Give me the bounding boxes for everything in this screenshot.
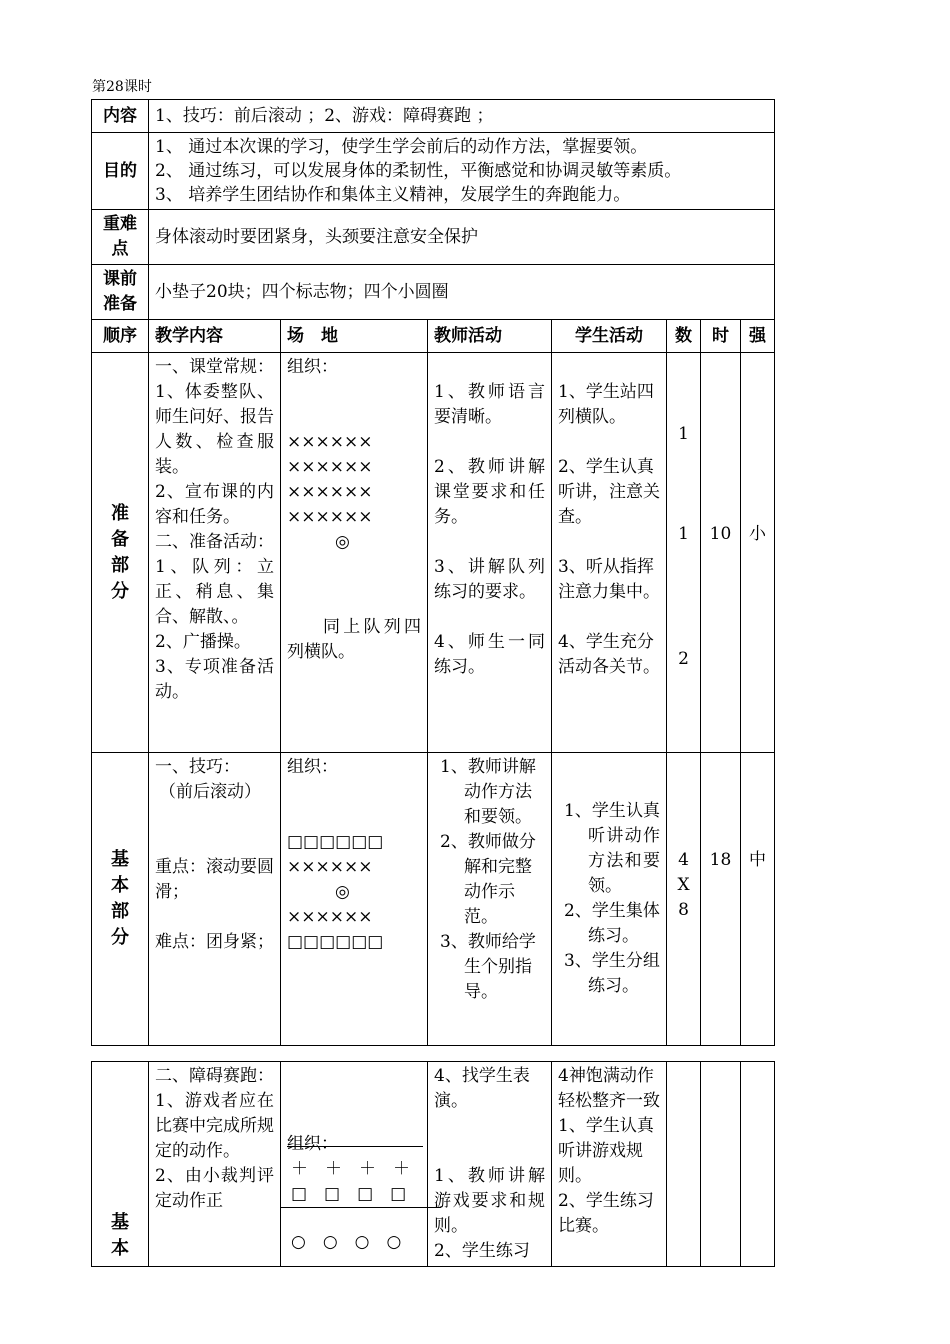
header-content: 教学内容 [149,320,281,353]
basic-student-3-text: 学生分组练习。 [588,951,660,996]
prep-field-note: 同上队列四列横队。 [287,617,421,662]
section-basic2-label [92,1062,149,1267]
basic-student-1-text: 学生认真听讲动作方法和要领。 [588,801,660,896]
prep-label: 课前准备 [92,265,149,320]
game-student-1: 4神饱满动作轻松整齐一致 [558,1066,660,1111]
game-field-row-2: □ □ □ □ [291,1184,407,1204]
prep-student [552,353,667,753]
prep-student-1: 1、学生站四列横队。 [558,382,654,427]
game-content [149,1062,281,1267]
prep-content-text: 一、课堂常规： 1、体委整队、师生问好、报告人数、检查服装。 2、宣布课的内容和任务。 二、准备活动： 1、队列：立正、稍息、集合、解散、。 2、广播操。 3、专项准备活动。 [155,357,274,702]
game-student-2: 1、学生认真听讲游戏规则。 [558,1116,654,1186]
lesson-title: 第28课时 [92,79,152,95]
section-basic-label [92,753,149,1046]
basic-student-1 [558,799,660,899]
basic-teacher-3-text: 教师给学生个别指导。 [464,932,536,1002]
prep-time-value: 10 [709,524,732,544]
basic-field-row-2: ×××××× [287,857,373,877]
prep-count-1: 1 [678,424,689,444]
goal-line-3: 3、 培养学生团结协作和集体主义精神，发展学生的奔跑能力。 [155,185,631,205]
basic-content-title: 一、技巧： [155,757,240,777]
game-teacher [428,1062,552,1267]
basic-intensity-value: 中 [749,850,767,870]
basic-teacher-3 [434,930,545,1005]
game-teacher-3: 2、学生练习 [434,1241,530,1261]
prep-student-3: 3、听从指挥注意力集中。 [558,557,660,602]
basic-student [552,753,667,1046]
prep-count-3: 2 [678,649,689,669]
basic-field-row-1: □□□□□□ [287,832,384,852]
game-teacher-2: 1、教师讲解游戏要求和规则。 [434,1166,545,1236]
prep-intensity-value: 小 [749,524,767,544]
basic-time-value: 18 [709,850,732,870]
prep-field-mark: ◎ [335,532,350,552]
basic-field-org: 组织： [287,757,338,777]
basic-teacher [428,753,552,1046]
basic-content [149,753,281,1046]
prep-content [149,353,281,753]
header-student: 学生活动 [552,320,667,353]
header-intensity: 强 [741,320,775,353]
section-basic-label-text: 基本部分 [111,849,129,948]
basic-time [701,753,741,1046]
basic-field-row-3: ◎ [335,882,350,902]
basic-student-2-text: 学生集体练习。 [588,901,660,946]
section-prep-label-text: 准备部分 [111,502,129,602]
prep-teacher-2: 2、教师讲解课堂要求和任务。 [434,457,545,527]
section-basic2-label-text: 基本 [111,1212,129,1259]
prep-teacher-1: 1、教师语言要清晰。 [434,382,545,427]
key-value: 身体滚动时要团紧身，头颈要注意安全保护 [149,210,775,265]
prep-value: 小垫子20块；四个标志物；四个小圆圈 [149,265,775,320]
game-field-row-1: ＋ ＋ ＋ ＋ [291,1159,410,1179]
game-field-line-top [287,1146,423,1147]
prep-field-row-1: ×××××× [287,432,373,452]
basic-teacher-3-num: 3、 [440,932,468,952]
header-count: 数 [667,320,701,353]
goal-line-1: 1、 通过本次课的学习，使学生学会前后的动作方法，掌握要领。 [155,137,648,157]
game-time [701,1062,741,1267]
prep-intensity [741,353,775,753]
basic-teacher-1-num: 1、 [440,757,468,777]
basic-content-key: 重点：滚动要圆滑； [155,857,274,902]
header-order: 顺序 [92,320,149,353]
basic-field-row-4: ×××××× [287,907,373,927]
basic-field [281,753,428,1046]
lesson-plan-table [91,99,775,1046]
goal-label: 目的 [92,133,149,210]
header-time: 时 [701,320,741,353]
game-intensity [741,1062,775,1267]
prep-student-4: 4、学生充分活动各关节。 [558,632,660,677]
prep-teacher-4: 4、师生一同练习。 [434,632,545,677]
game-field-row-3: ○ ○ ○ ○ [291,1232,402,1252]
game-teacher-1: 4、找学生表演。 [434,1066,530,1111]
game-student-3: 2、学生练习比赛。 [558,1191,654,1236]
game-section-table [91,1061,775,1267]
game-content-text: 二、障碍赛跑： 1、游戏者应在比赛中完成所规定的动作。 2、由小裁判评定动作正 [155,1066,274,1211]
basic-teacher-2 [434,830,545,930]
basic-teacher-2-num: 2、 [440,832,468,852]
prep-field-org: 组织： [287,357,338,377]
prep-count-2: 1 [678,524,689,544]
game-field-line-bottom [281,1207,441,1208]
basic-student-1-num: 1、 [564,801,592,821]
basic-teacher-1 [434,755,545,830]
section-prep-label [92,353,149,753]
prep-time [701,353,741,753]
prep-field [281,353,428,753]
header-teacher: 教师活动 [428,320,552,353]
goal-line-2: 2、 通过练习，可以发展身体的柔韧性，平衡感觉和协调灵敏等素质。 [155,161,682,181]
basic-intensity [741,753,775,1046]
header-field: 场 地 [281,320,428,353]
game-student [552,1062,667,1267]
content-value: 1、技巧：前后滚动 ；2、游戏：障碍赛跑 ； [149,100,775,133]
basic-student-2 [558,899,660,949]
prep-teacher-3: 3、讲解队列练习的要求。 [434,557,545,602]
basic-content-sub: （前后滚动） [159,782,261,802]
game-field [281,1062,428,1267]
game-count [667,1062,701,1267]
basic-student-2-num: 2、 [564,901,592,921]
prep-field-row-3: ×××××× [287,482,373,502]
key-label: 重难点 [92,210,149,265]
prep-teacher [428,353,552,753]
basic-count-value: 4X8 [677,850,690,920]
basic-teacher-2-text: 教师做分解和完整动作示范。 [464,832,536,927]
game-field-org: 组织： [287,1134,338,1154]
prep-field-row-2: ×××××× [287,457,373,477]
basic-content-diff: 难点：团身紧； [155,932,274,952]
basic-student-3 [558,949,660,999]
basic-count [667,753,701,1046]
content-label: 内容 [92,100,149,133]
prep-count [667,353,701,753]
prep-field-row-4: ×××××× [287,507,373,527]
basic-field-row-5: □□□□□□ [287,932,384,952]
basic-teacher-1-text: 教师讲解动作方法和要领。 [464,757,536,827]
prep-student-2: 2、学生认真听讲，注意关查。 [558,457,660,527]
basic-student-3-num: 3、 [564,951,592,971]
